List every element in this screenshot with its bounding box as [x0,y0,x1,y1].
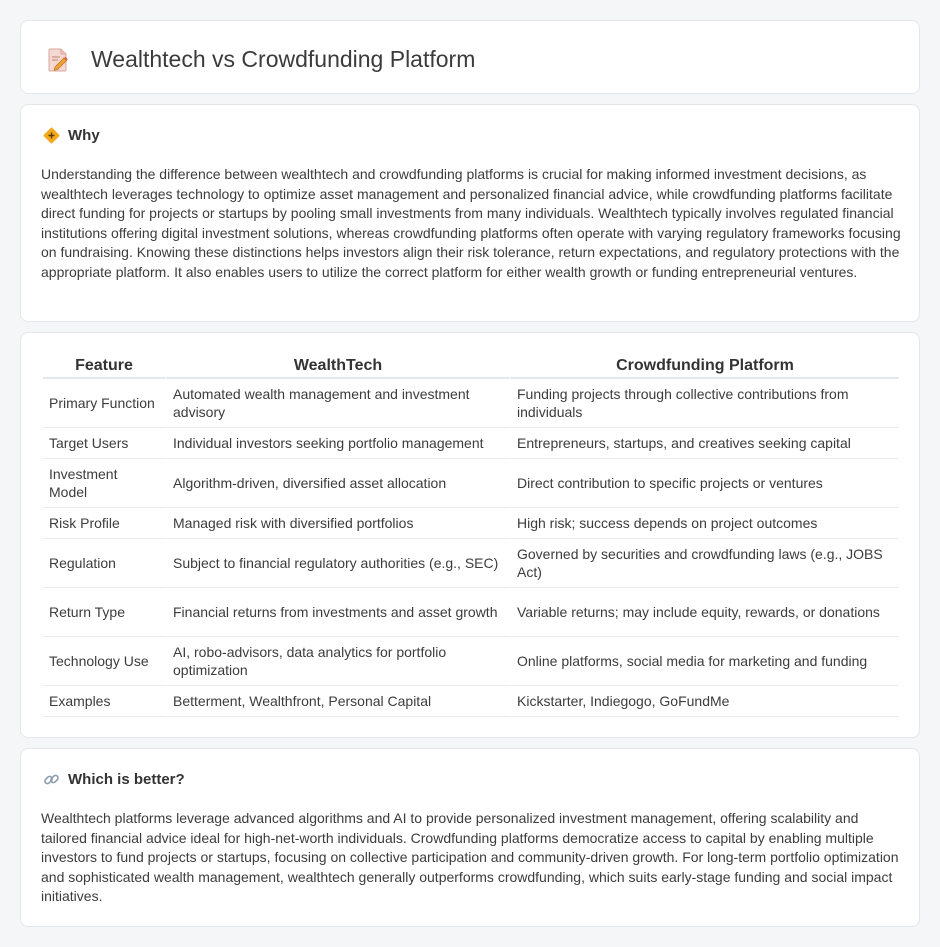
feature-cell: Investment Model [43,459,165,508]
table-header-row [43,354,899,379]
feature-cell: Primary Function [43,379,165,428]
wealthtech-cell: Automated wealth management and investment advisory [165,379,509,428]
page-title: Wealthtech vs Crowdfunding Platform [91,46,476,72]
why-text: Understanding the difference between wealthtech and crowdfunding platforms is crucial for making informed investment decisions, as wealthtech leverages technology to optimize asset management and personalized financial advice, while crowdfunding platforms facilitate direct funding for projects or startups by pooling small investments from many individuals. Wealthtech typically involves regulated financial institutions offering digital investment solutions, whereas crowdfunding platforms often operate with varying regulatory frameworks focusing on fundraising. Knowing these distinctions helps investors align their risk tolerance, return expectations, and regulatory protections with the appropriate platform. It also enables users to utilize the correct platform for either wealth growth or funding entrepreneurial ventures. [41,166,901,280]
feature-cell: Return Type [43,588,165,637]
table-row [43,588,899,637]
better-header [43,771,185,788]
feature-cell: Target Users [43,428,165,459]
wealthtech-cell: Managed risk with diversified portfolios [165,508,509,539]
wealthtech-cell: Algorithm-driven, diversified asset allocation [165,459,509,508]
feature-cell: Examples [43,686,165,717]
table-row [43,637,899,686]
header-wealthtech: WealthTech [165,354,509,379]
title-card [20,20,920,94]
wealthtech-cell: Subject to financial regulatory authorities (e.g., SEC) [165,539,509,588]
table-row [43,428,899,459]
title-row [47,46,475,73]
table-row [43,379,899,428]
why-title: Why [68,127,100,144]
wealthtech-cell: Financial returns from investments and asset growth [165,588,509,637]
why-header [43,127,100,144]
which-is-better-section [20,748,920,927]
wealthtech-cell: AI, robo-advisors, data analytics for portfolio optimization [165,637,509,686]
crowdfunding-cell: Entrepreneurs, startups, and creatives seeking capital [509,428,899,459]
header-feature: Feature [43,354,165,379]
better-text: Wealthtech platforms leverage advanced algorithms and AI to provide personalized investment management, offering scalability and tailored financial advice ideal for high-net-worth individuals. Crowdfunding platforms democratize access to capital by enabling multiple investors to fund projects or startups, focusing on collective participation and community-driven growth. For long-term portfolio optimization and sophisticated wealth management, wealthtech generally outperforms crowdfunding, which suits early-stage funding and social impact initiatives. [41,810,899,904]
crowdfunding-cell: Variable returns; may include equity, rewards, or donations [509,588,899,637]
crowdfunding-cell: Online platforms, social media for marketing and funding [509,637,899,686]
feature-cell: Regulation [43,539,165,588]
crowdfunding-cell: Direct contribution to specific projects or ventures [509,459,899,508]
crowdfunding-cell: Funding projects through collective contributions from individuals [509,379,899,428]
crowdfunding-cell: Governed by securities and crowdfunding laws (e.g., JOBS Act) [509,539,899,588]
crowdfunding-cell: Kickstarter, Indiegogo, GoFundMe [509,686,899,717]
link-icon [43,771,60,788]
comparison-section [20,332,920,738]
document-pencil-icon [47,48,69,72]
wealthtech-cell: Individual investors seeking portfolio management [165,428,509,459]
table-row [43,686,899,717]
feature-cell: Risk Profile [43,508,165,539]
crowdfunding-cell: High risk; success depends on project outcomes [509,508,899,539]
comparison-table [43,354,899,717]
table-row [43,508,899,539]
table-row [43,459,899,508]
why-section [20,104,920,322]
feature-cell: Technology Use [43,637,165,686]
better-title: Which is better? [68,771,185,788]
diamond-sign-icon [43,127,60,144]
wealthtech-cell: Betterment, Wealthfront, Personal Capital [165,686,509,717]
header-crowdfunding: Crowdfunding Platform [509,354,899,379]
table-row [43,539,899,588]
